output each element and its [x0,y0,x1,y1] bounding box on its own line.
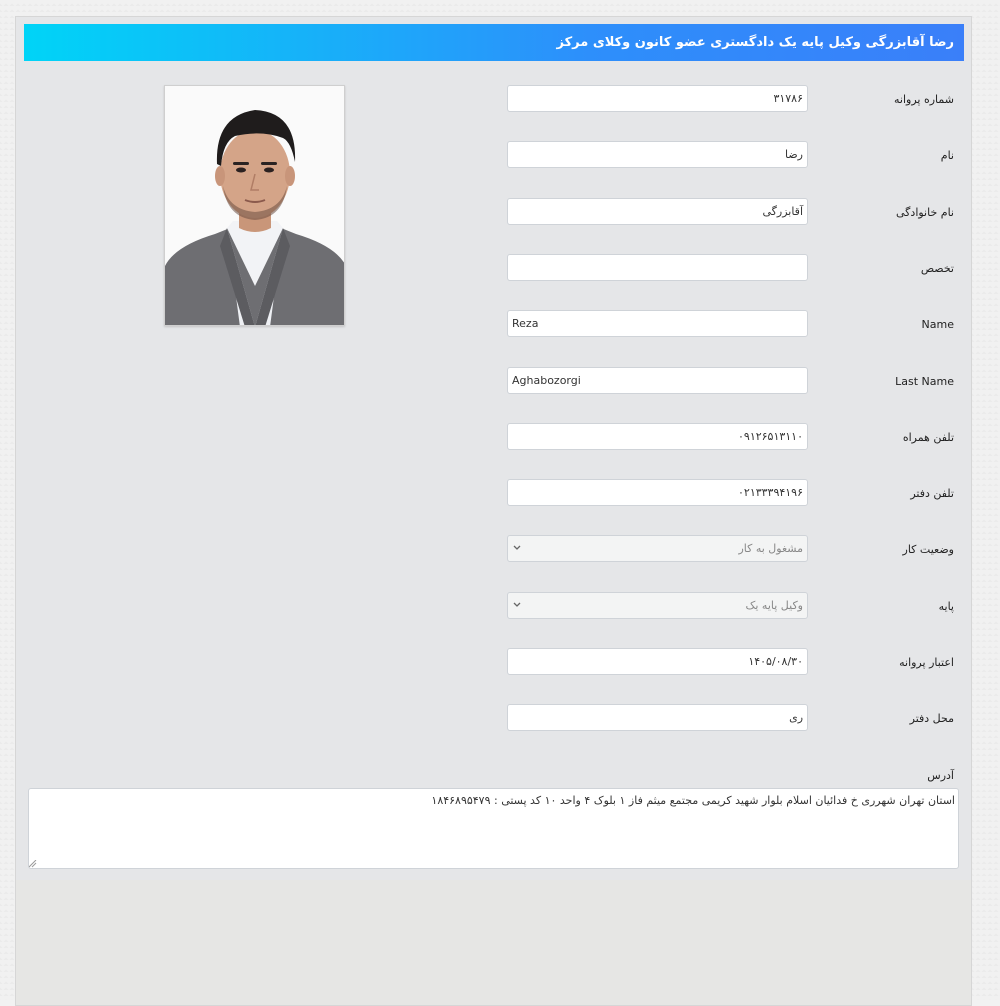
field-value: ۰۲۱۳۳۳۹۴۱۹۶ [738,486,803,499]
input-name-en[interactable] [507,310,808,337]
field-value: ۱۴۰۵/۰۸/۳۰ [748,655,803,668]
profile-form-area [16,17,971,880]
label-license-number: شماره پروانه [894,93,954,106]
resize-handle-icon[interactable] [29,860,37,868]
field-value: Aghabozorgi [512,374,581,387]
label-name-en: Name [921,318,954,331]
address-textarea[interactable]: استان تهران شهرری خ فدائیان اسلام بلوار شهید کریمی مجتمع میثم فاز ۱ بلوک ۴ واحد ۱۰ کد پستی : ۱۸۴۶۸۹۵۴۷۹ [28,788,959,869]
profile-photo [164,85,345,326]
input-specialty[interactable] [507,254,808,281]
field-value: ۳۱۷۸۶ [773,92,803,105]
field-value: ۰۹۱۲۶۵۱۳۱۱۰ [738,430,803,443]
field-value: وکیل پایه یک [745,599,803,612]
label-first-name: نام [940,149,954,162]
label-grade: پایه [938,600,954,613]
label-last-name-fa: نام خانوادگی [896,206,954,219]
field-value: مشغول به کار [738,542,803,555]
profile-panel [15,16,972,1006]
label-office-location: محل دفتر [909,712,954,725]
input-license-number[interactable] [507,85,808,112]
input-last-name-fa[interactable] [507,198,808,225]
input-office-phone[interactable] [507,479,808,506]
page-title: رضا آقابزرگی وکیل پایه یک دادگستری عضو کانون وکلای مرکز [24,24,964,61]
chevron-down-icon [512,536,522,562]
select-work-status[interactable] [507,535,808,562]
label-last-name-en: Last Name [895,375,954,388]
chevron-down-icon [512,593,522,619]
label-license-validity: اعتبار پروانه [899,656,954,669]
input-last-name-en[interactable] [507,367,808,394]
input-mobile-phone[interactable] [507,423,808,450]
field-value: Reza [512,317,539,330]
label-mobile-phone: تلفن همراه [902,431,954,444]
input-first-name[interactable] [507,141,808,168]
lawyer-portrait-image [165,86,345,326]
label-work-status: وضعیت کار [902,543,954,556]
input-office-location[interactable] [507,704,808,731]
input-license-validity[interactable] [507,648,808,675]
label-specialty: تخصص [920,262,954,275]
select-grade[interactable] [507,592,808,619]
field-value: رضا [784,148,803,161]
label-office-phone: تلفن دفتر [910,487,954,500]
address-label: آدرس [927,769,954,782]
field-value: ری [789,711,803,724]
field-value: آقابزرگی [762,205,803,218]
